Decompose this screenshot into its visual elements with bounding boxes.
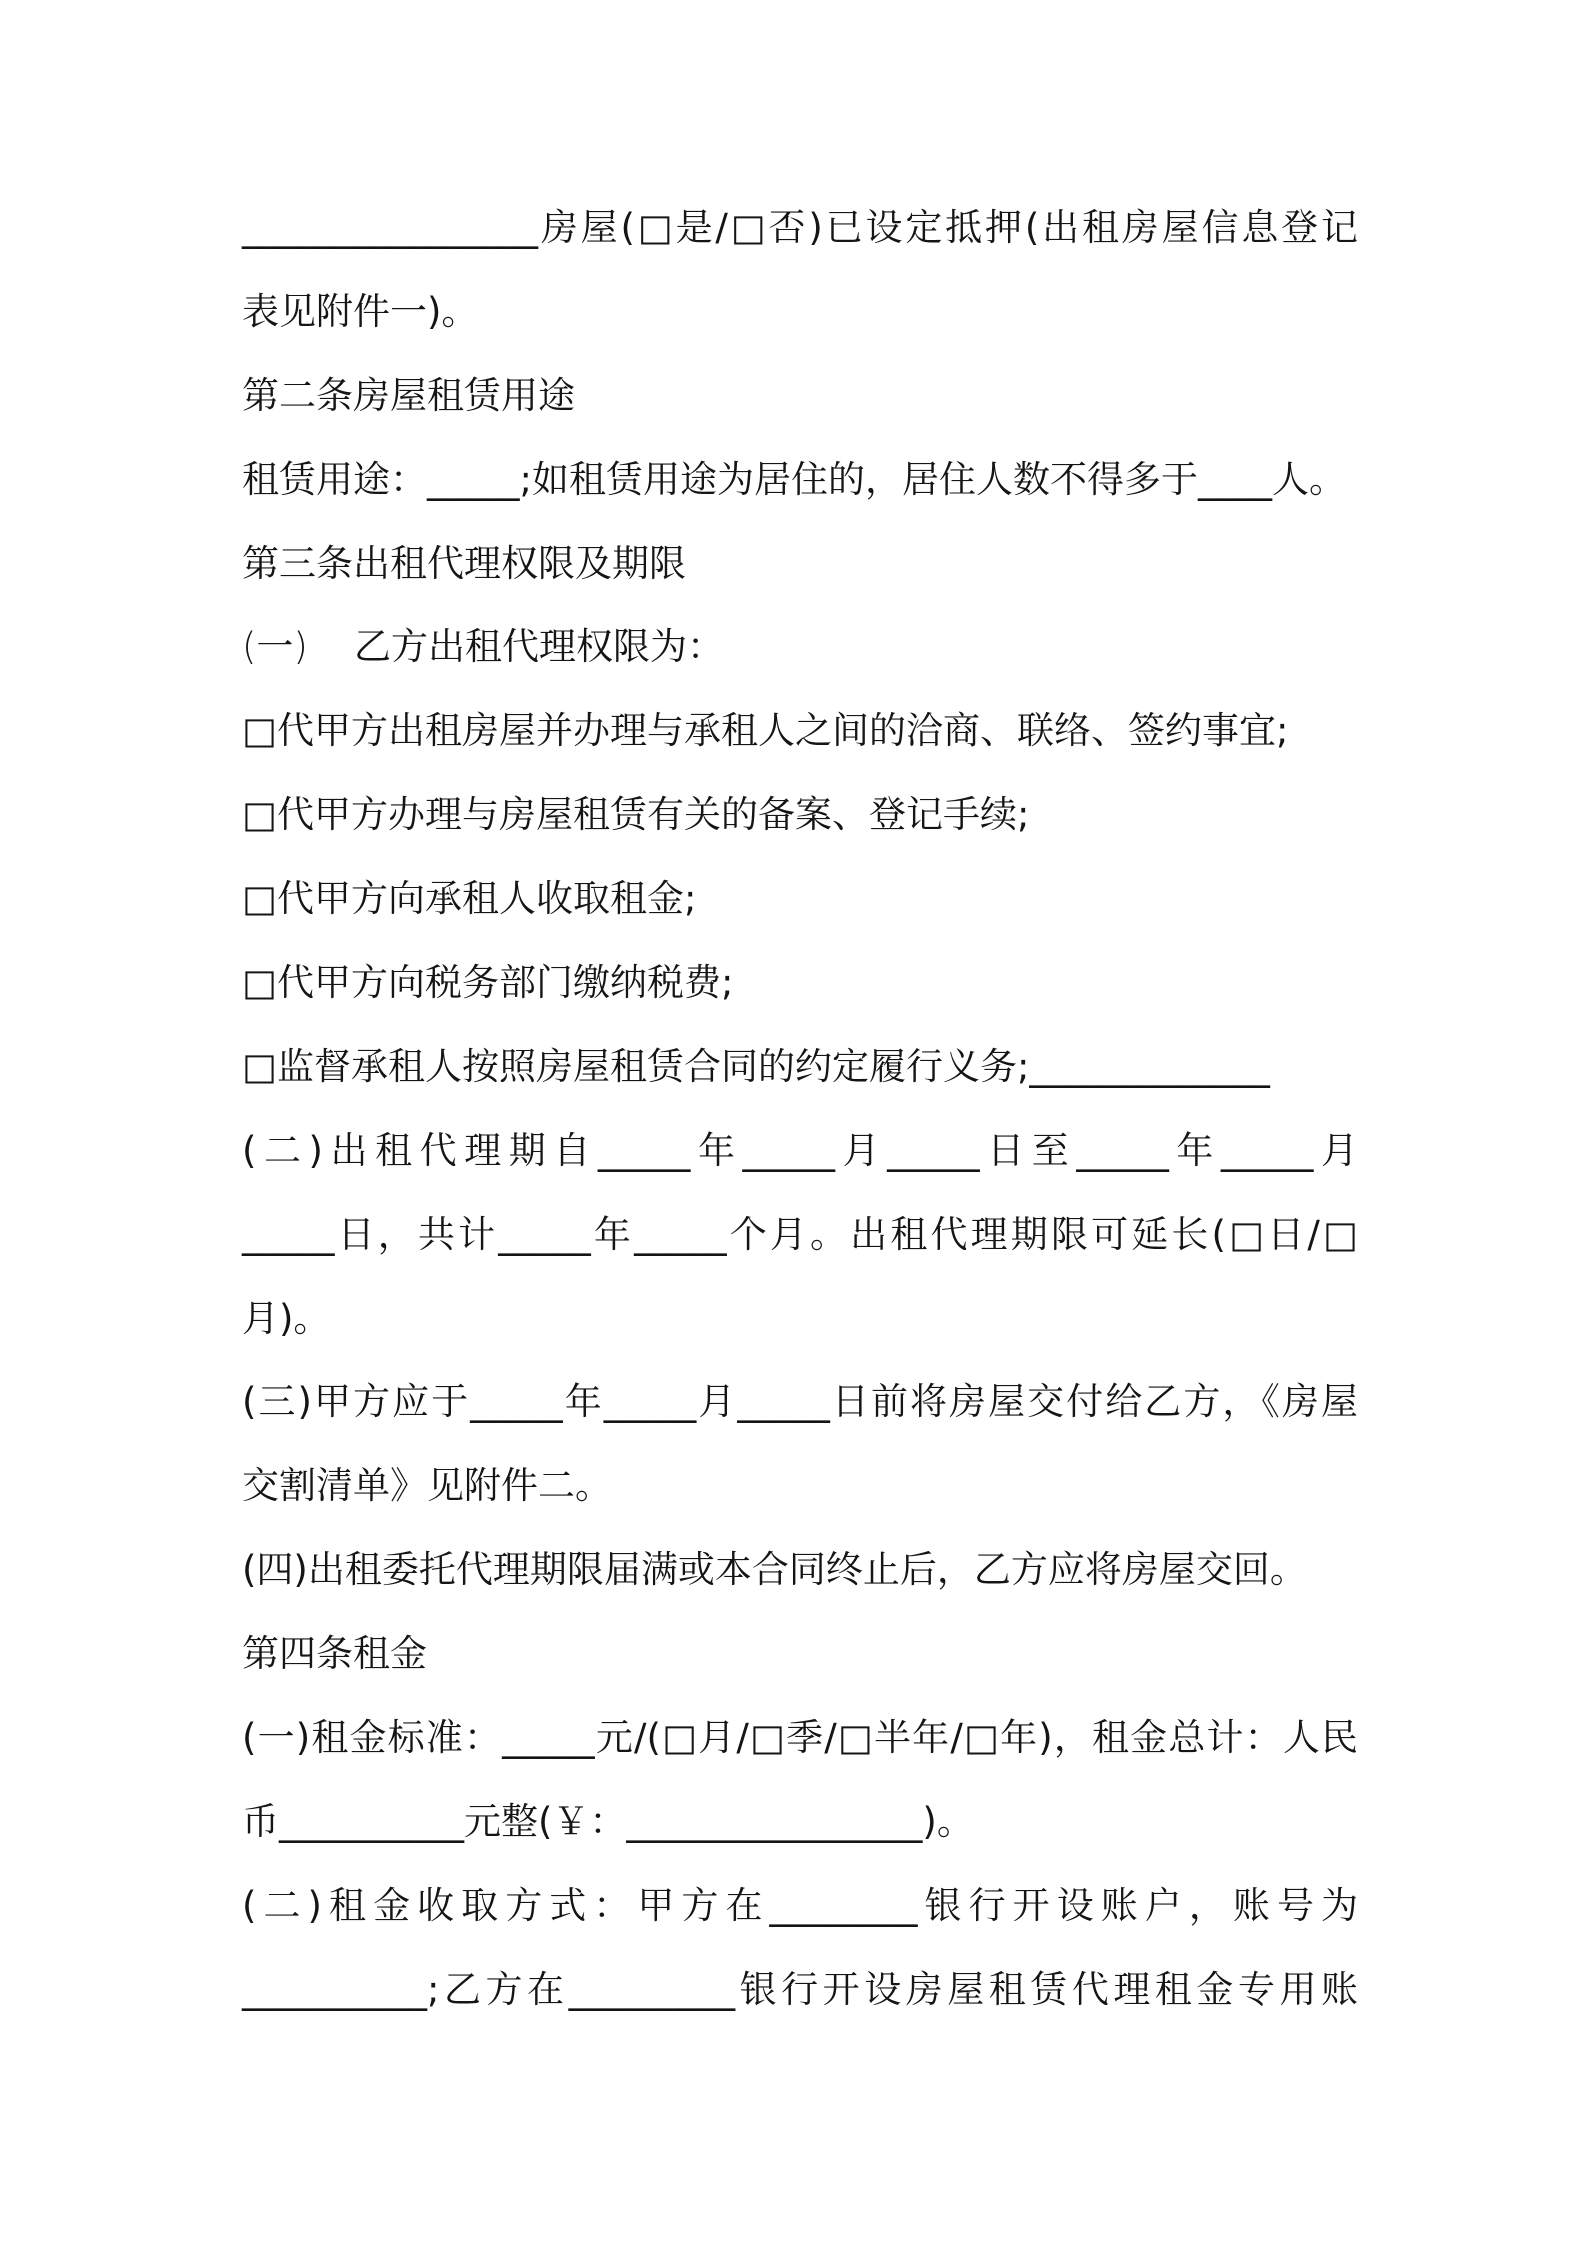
article-4-heading: 第四条租金 (242, 1632, 427, 1676)
authority-option-negotiation: □代甲方出租房屋并办理与承租人之间的洽商、联络、签约事宜; (242, 709, 1289, 753)
authority-option-tax-payment: □代甲方向税务部门缴纳税费; (242, 961, 734, 1005)
rent-account-line: __________;乙方在_________银行开设房屋租赁代理租金专用账 (242, 1967, 1358, 2011)
rent-standard-line: (一)租金标准：_____元/(□月/□季/□半年/□年)，租金总计：人民 (242, 1716, 1358, 1760)
handover-list-line: 交割清单》见附件二。 (242, 1464, 612, 1508)
authority-option-supervision: □监督承租人按照房屋租赁合同的约定履行义务;_____________ (242, 1044, 1270, 1088)
authority-option-registration: □代甲方办理与房屋租赁有关的备案、登记手续; (242, 793, 1030, 837)
contract-page (242, 186, 1358, 2032)
agency-period-line-cont: _____日，共计_____年_____个月。出租代理期限可延长(□日/□ (242, 1212, 1358, 1256)
authority-subheading-text: 乙方出租代理权限为： (354, 625, 724, 669)
authority-subheading (242, 605, 1358, 689)
agency-period-line: (二)出租代理期自_____年_____月_____日至_____年_____月 (242, 1128, 1358, 1172)
lease-purpose-line: 租赁用途：_____;如租赁用途为居住的，居住人数不得多于____人。 (242, 457, 1346, 501)
authority-option-rent-collection: □代甲方向承租人收取租金; (242, 877, 697, 921)
rent-collection-line: (二)租金收取方式：甲方在________银行开设账户，账号为 (242, 1883, 1358, 1927)
attachment-note-line: 表见附件一)。 (242, 289, 479, 333)
subclause-number: (一) (242, 625, 308, 669)
article-2-heading: 第二条房屋租赁用途 (242, 373, 575, 417)
article-3-heading: 第三条出租代理权限及期限 (242, 541, 686, 585)
return-property-line: (四)出租委托代理期限届满或本合同终止后，乙方应将房屋交回。 (242, 1548, 1307, 1592)
rent-total-line: 币__________元整(￥：________________)。 (242, 1799, 974, 1843)
handover-date-line: (三)甲方应于_____年_____月_____日前将房屋交付给乙方，《房屋 (242, 1380, 1358, 1424)
agency-period-line-end: 月)。 (242, 1296, 331, 1340)
mortgage-status-line: ________________房屋(□是/□否)已设定抵押(出租房屋信息登记 (242, 206, 1358, 249)
